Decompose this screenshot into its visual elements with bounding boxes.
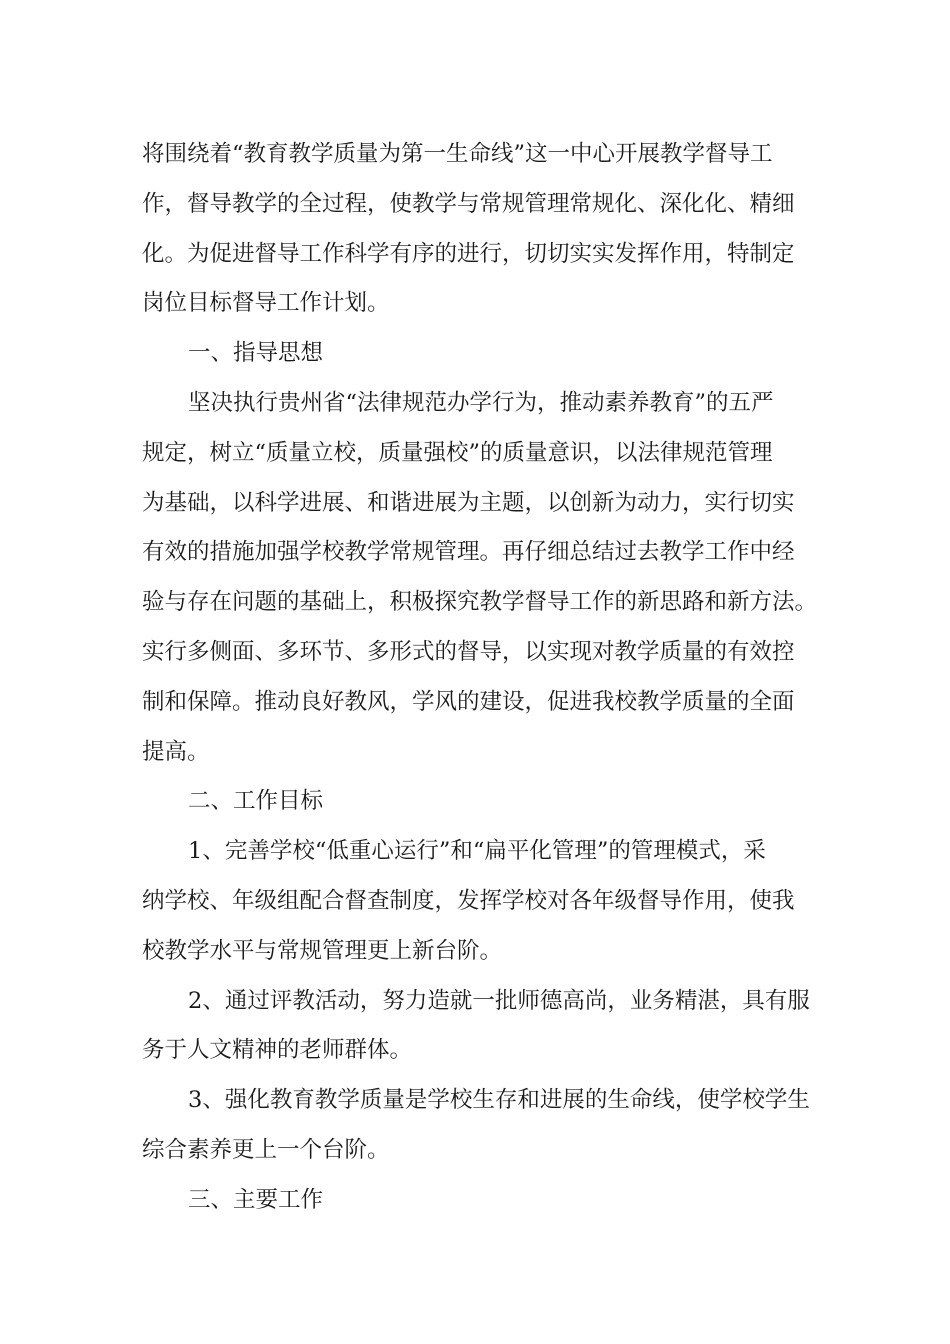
text-line: 纳学校、年级组配合督查制度，发挥学校对各年级督导作用，使我 (142, 887, 795, 914)
text-line: 制和保障。推动良好教风，学风的建设，促进我校教学质量的全面 (142, 688, 795, 715)
text-line: 2、通过评教活动，努力造就一批师德高尚，业务精湛，具有服 (188, 987, 810, 1014)
section-heading-work-goals: 二、工作目标 (188, 788, 324, 815)
text-line: 验与存在问题的基础上，积极探究教学督导工作的新思路和新方法。 (142, 589, 818, 616)
text-line: 1、完善学校“低重心运行”和“扁平化管理”的管理模式，采 (188, 838, 766, 865)
text-line: 化。为促进督导工作科学有序的进行，切切实实发挥作用，特制定 (142, 240, 795, 267)
text-line: 提高。 (142, 738, 210, 765)
text-line: 为基础，以科学进展、和谐进展为主题，以创新为动力，实行切实 (142, 489, 795, 516)
section-heading-guiding-ideology: 一、指导思想 (188, 340, 324, 367)
text-line: 综合素养更上一个台阶。 (142, 1136, 390, 1163)
text-line: 岗位目标督导工作计划。 (142, 290, 390, 317)
text-line: 校教学水平与常规管理更上新台阶。 (142, 937, 503, 964)
text-line: 将围绕着“教育教学质量为第一生命线”这一中心开展教学督导工 (142, 141, 773, 167)
text-line: 规定，树立“质量立校，质量强校”的质量意识，以法律规范管理 (142, 439, 773, 466)
text-line: 务于人文精神的老师群体。 (142, 1037, 413, 1064)
section-heading-main-work: 三、主要工作 (188, 1186, 324, 1213)
text-line: 作，督导教学的全过程，使教学与常规管理常规化、深化化、精细 (142, 190, 795, 217)
text-line: 坚决执行贵州省“法律规范办学行为，推动素养教育”的五严 (188, 389, 774, 416)
text-line: 3、强化教育教学质量是学校生存和进展的生命线，使学校学生 (188, 1087, 810, 1114)
text-line: 实行多侧面、多环节、多形式的督导，以实现对教学质量的有效控 (142, 638, 795, 665)
document-body (142, 130, 818, 1226)
text-line: 有效的措施加强学校教学常规管理。再仔细总结过去教学工作中经 (142, 539, 795, 566)
